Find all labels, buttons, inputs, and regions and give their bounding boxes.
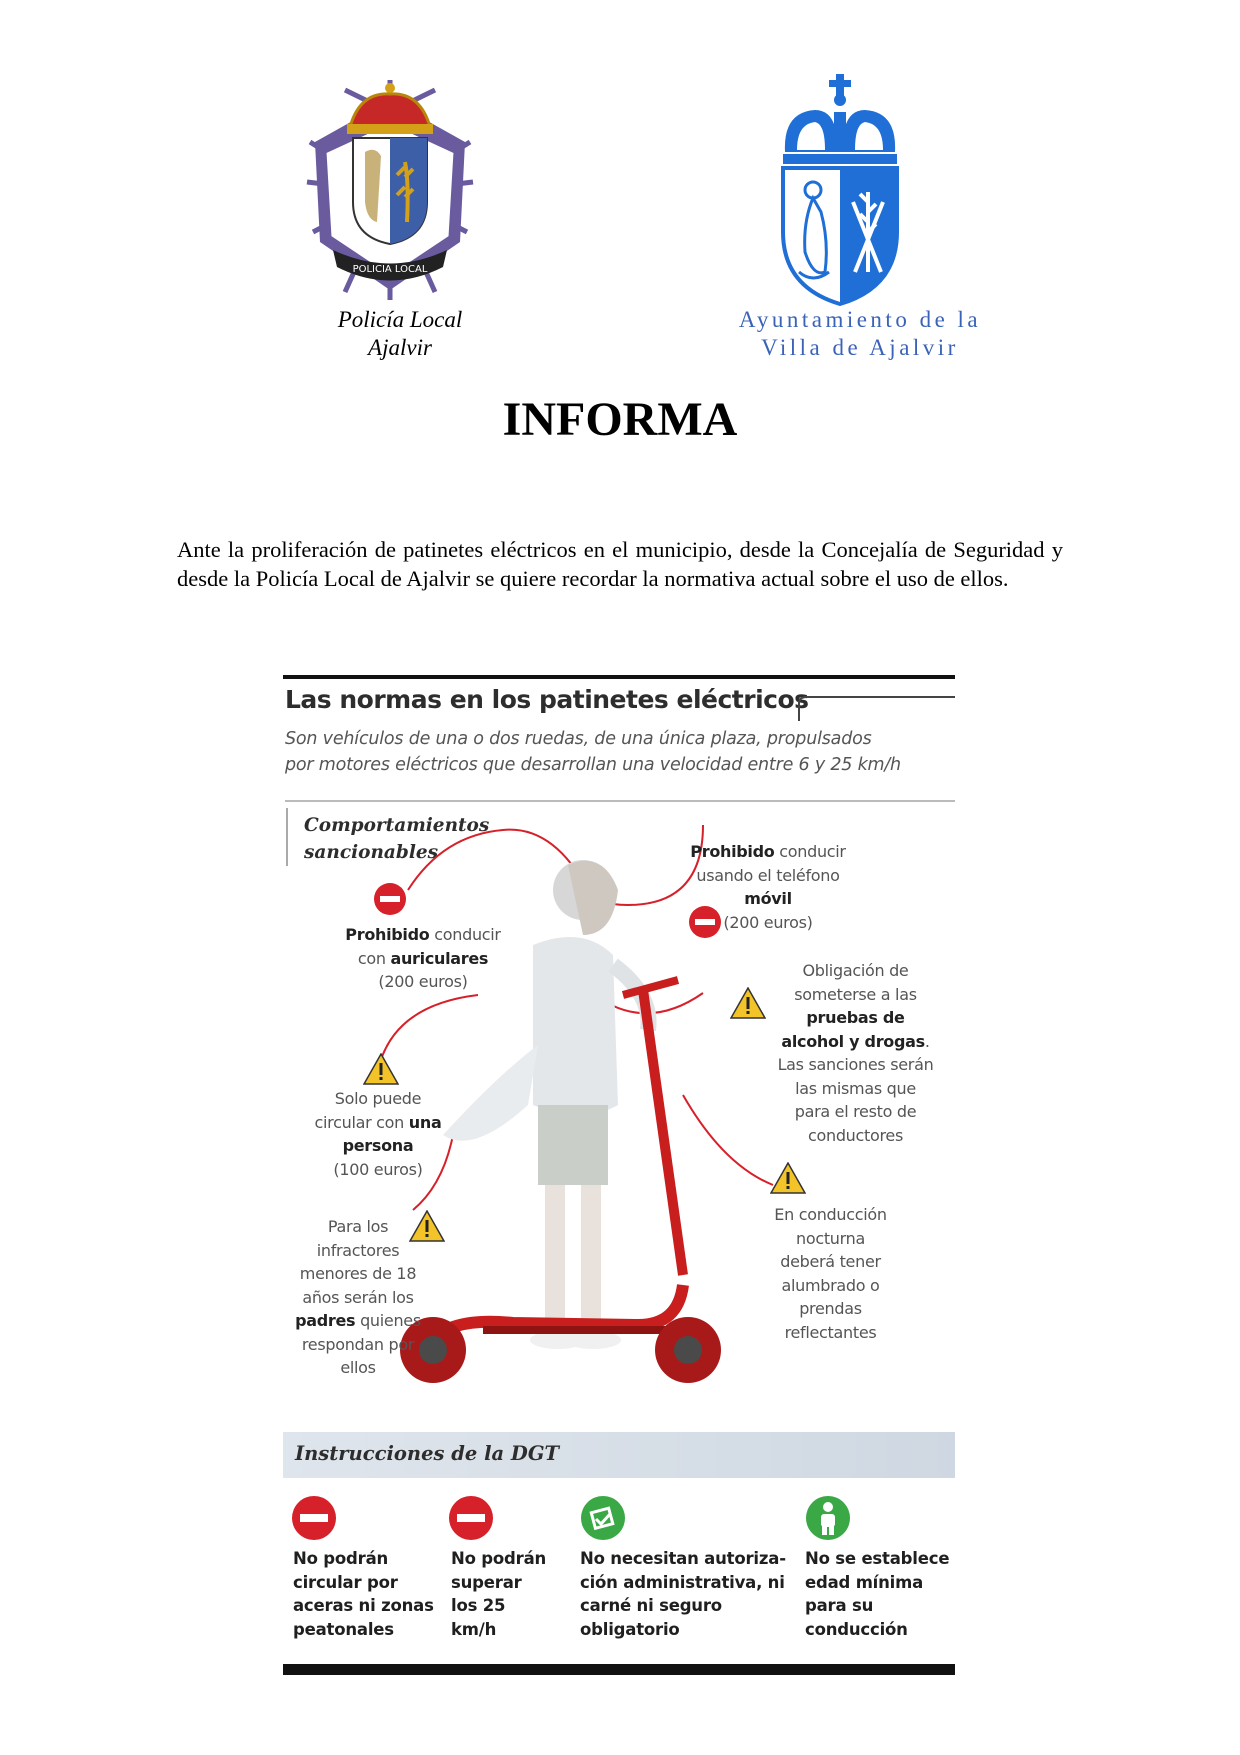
rule-headphones-text2: con (357, 948, 391, 968)
rule-minors-line3: menores de 18 (299, 1264, 417, 1283)
infographic-top-bar (283, 675, 955, 679)
warning-icon (363, 1053, 399, 1085)
rule-phone (683, 840, 853, 934)
rule-headphones-text1: conducir (429, 925, 501, 944)
rule-alcohol (763, 959, 948, 1147)
infographic (283, 675, 955, 1675)
warning-icon (730, 987, 766, 1019)
dgt-item-line: km/h (451, 1619, 497, 1639)
rule-headphones-bold2: auriculares (390, 948, 489, 968)
rule-minors-bold1: padres (295, 1311, 356, 1330)
rule-one-person-bold1: una (408, 1112, 442, 1132)
dgt-item-line: para su (805, 1596, 874, 1615)
infographic-bottom-bar (283, 1664, 955, 1675)
infographic-heading: Las normas en los patinetes eléctricos (285, 685, 809, 714)
municipal-coat-of-arms-icon (775, 72, 905, 307)
dgt-item-line: superar (451, 1572, 522, 1592)
dgt-item-line: peatonales (293, 1619, 394, 1639)
separator (285, 800, 955, 802)
rule-alcohol-tail: . (924, 1031, 930, 1051)
rule-one-person (283, 1087, 473, 1181)
rule-night (748, 1203, 913, 1344)
intro-paragraph: Ante la proliferación de patinetes eléctricos en el municipio, desde la Concejalía de Seguridad y desde la Policía Local de Ajalvir se quiere recordar la normativa actual sobre el uso de ellos. (177, 537, 1063, 591)
rule-alcohol-line1: Obligación de (802, 961, 909, 980)
dgt-item-line: aceras ni zonas (293, 1596, 434, 1615)
rule-minors (283, 1215, 433, 1380)
rule-phone-text2: usando el teléfono (696, 865, 840, 885)
rule-minors-line4: años serán los (302, 1287, 414, 1307)
rule-phone-bold2: móvil (744, 889, 792, 908)
dgt-item-line: No podrán (451, 1549, 547, 1568)
rule-minors-text5: quienes (355, 1311, 421, 1330)
rule-minors-line1: Para los (327, 1217, 389, 1236)
rule-alcohol-line2: someterse a las (794, 984, 917, 1004)
rule-one-person-fine: (100 euros) (333, 1159, 423, 1179)
rule-minors-line6: respondan por (301, 1334, 415, 1354)
rule-phone-fine: (200 euros) (723, 912, 813, 932)
rule-alcohol-bold1: pruebas de (806, 1008, 905, 1027)
rule-night-line4: alumbrado o (781, 1275, 880, 1295)
dgt-item-line: conducción (805, 1619, 908, 1639)
dgt-item-line: No necesitan autoriza- (580, 1549, 786, 1568)
box-title-line1: Comportamientos (304, 815, 490, 836)
dgt-item-speed (451, 1547, 571, 1641)
ayto-caption-line1: Ayuntamiento de la (738, 307, 982, 332)
rule-headphones (333, 923, 513, 994)
police-caption-line2: Ajalvir (368, 335, 432, 360)
rule-one-person-line1: Solo puede (334, 1089, 422, 1108)
rule-night-line6: reflectantes (784, 1322, 877, 1342)
rule-alcohol-line8: conductores (808, 1125, 903, 1145)
dgt-item-sidewalks (293, 1547, 443, 1641)
rule-one-person-text2: circular con (314, 1112, 409, 1132)
no-entry-icon (373, 882, 407, 916)
warning-icon (770, 1162, 806, 1194)
dgt-item-line: carné ni seguro (580, 1596, 722, 1615)
police-badge-icon (305, 72, 475, 302)
infographic-subtitle (285, 726, 955, 778)
dgt-title: Instrucciones de la DGT (295, 1442, 559, 1465)
dgt-item-line: edad mínima (805, 1572, 924, 1592)
ayto-caption (690, 306, 1030, 362)
dgt-item-line: obligatorio (580, 1619, 680, 1639)
rule-alcohol-line5: Las sanciones serán (777, 1055, 934, 1074)
dgt-item-age (805, 1547, 955, 1641)
dgt-item-line: No podrán (293, 1549, 389, 1568)
police-caption-line1: Policía Local (337, 307, 463, 332)
rule-phone-text1: conducir (774, 842, 846, 861)
dgt-item-line: No se establece (805, 1549, 950, 1568)
heading-rule (795, 693, 955, 723)
page-title: INFORMA (502, 393, 738, 446)
rule-headphones-bold1: Prohibido (345, 925, 430, 944)
rule-alcohol-bold2: alcohol y drogas (781, 1031, 925, 1051)
person-icon (805, 1495, 851, 1541)
document-check-icon (580, 1495, 626, 1541)
dgt-item-line: circular por (293, 1572, 398, 1592)
no-entry-icon (291, 1495, 337, 1541)
rule-alcohol-line6: las mismas que (795, 1078, 916, 1098)
rule-night-line5: prendas (799, 1299, 862, 1318)
rule-night-line2: nocturna (796, 1228, 865, 1248)
rule-night-line3: deberá tener (780, 1252, 881, 1271)
dgt-item-line: los 25 (451, 1596, 506, 1615)
rule-phone-bold1: Prohibido (690, 842, 775, 861)
rule-night-line1: En conducción (774, 1205, 887, 1224)
subtitle-line1: Son vehículos de una o dos ruedas, de una única plaza, propulsados (285, 729, 872, 749)
rule-one-person-bold2: persona (342, 1136, 414, 1155)
ayto-logo (775, 72, 905, 307)
dgt-item-license (580, 1547, 795, 1641)
ayto-caption-line2: Villa de Ajalvir (761, 335, 959, 360)
rule-alcohol-line7: para el resto de (794, 1102, 917, 1121)
police-logo (305, 72, 475, 302)
rule-headphones-fine: (200 euros) (378, 972, 468, 991)
police-caption (290, 306, 510, 362)
rule-minors-line7: ellos (340, 1358, 376, 1377)
badge-text: POLICIA LOCAL (352, 264, 428, 275)
box-title-line2: sancionables (304, 842, 439, 863)
rule-minors-line2: infractores (316, 1240, 400, 1260)
dgt-item-line: ción administrativa, ni (580, 1572, 785, 1592)
subtitle-line2: por motores eléctricos que desarrollan una velocidad entre 6 y 25 km/h (285, 755, 901, 775)
no-entry-icon (448, 1495, 494, 1541)
